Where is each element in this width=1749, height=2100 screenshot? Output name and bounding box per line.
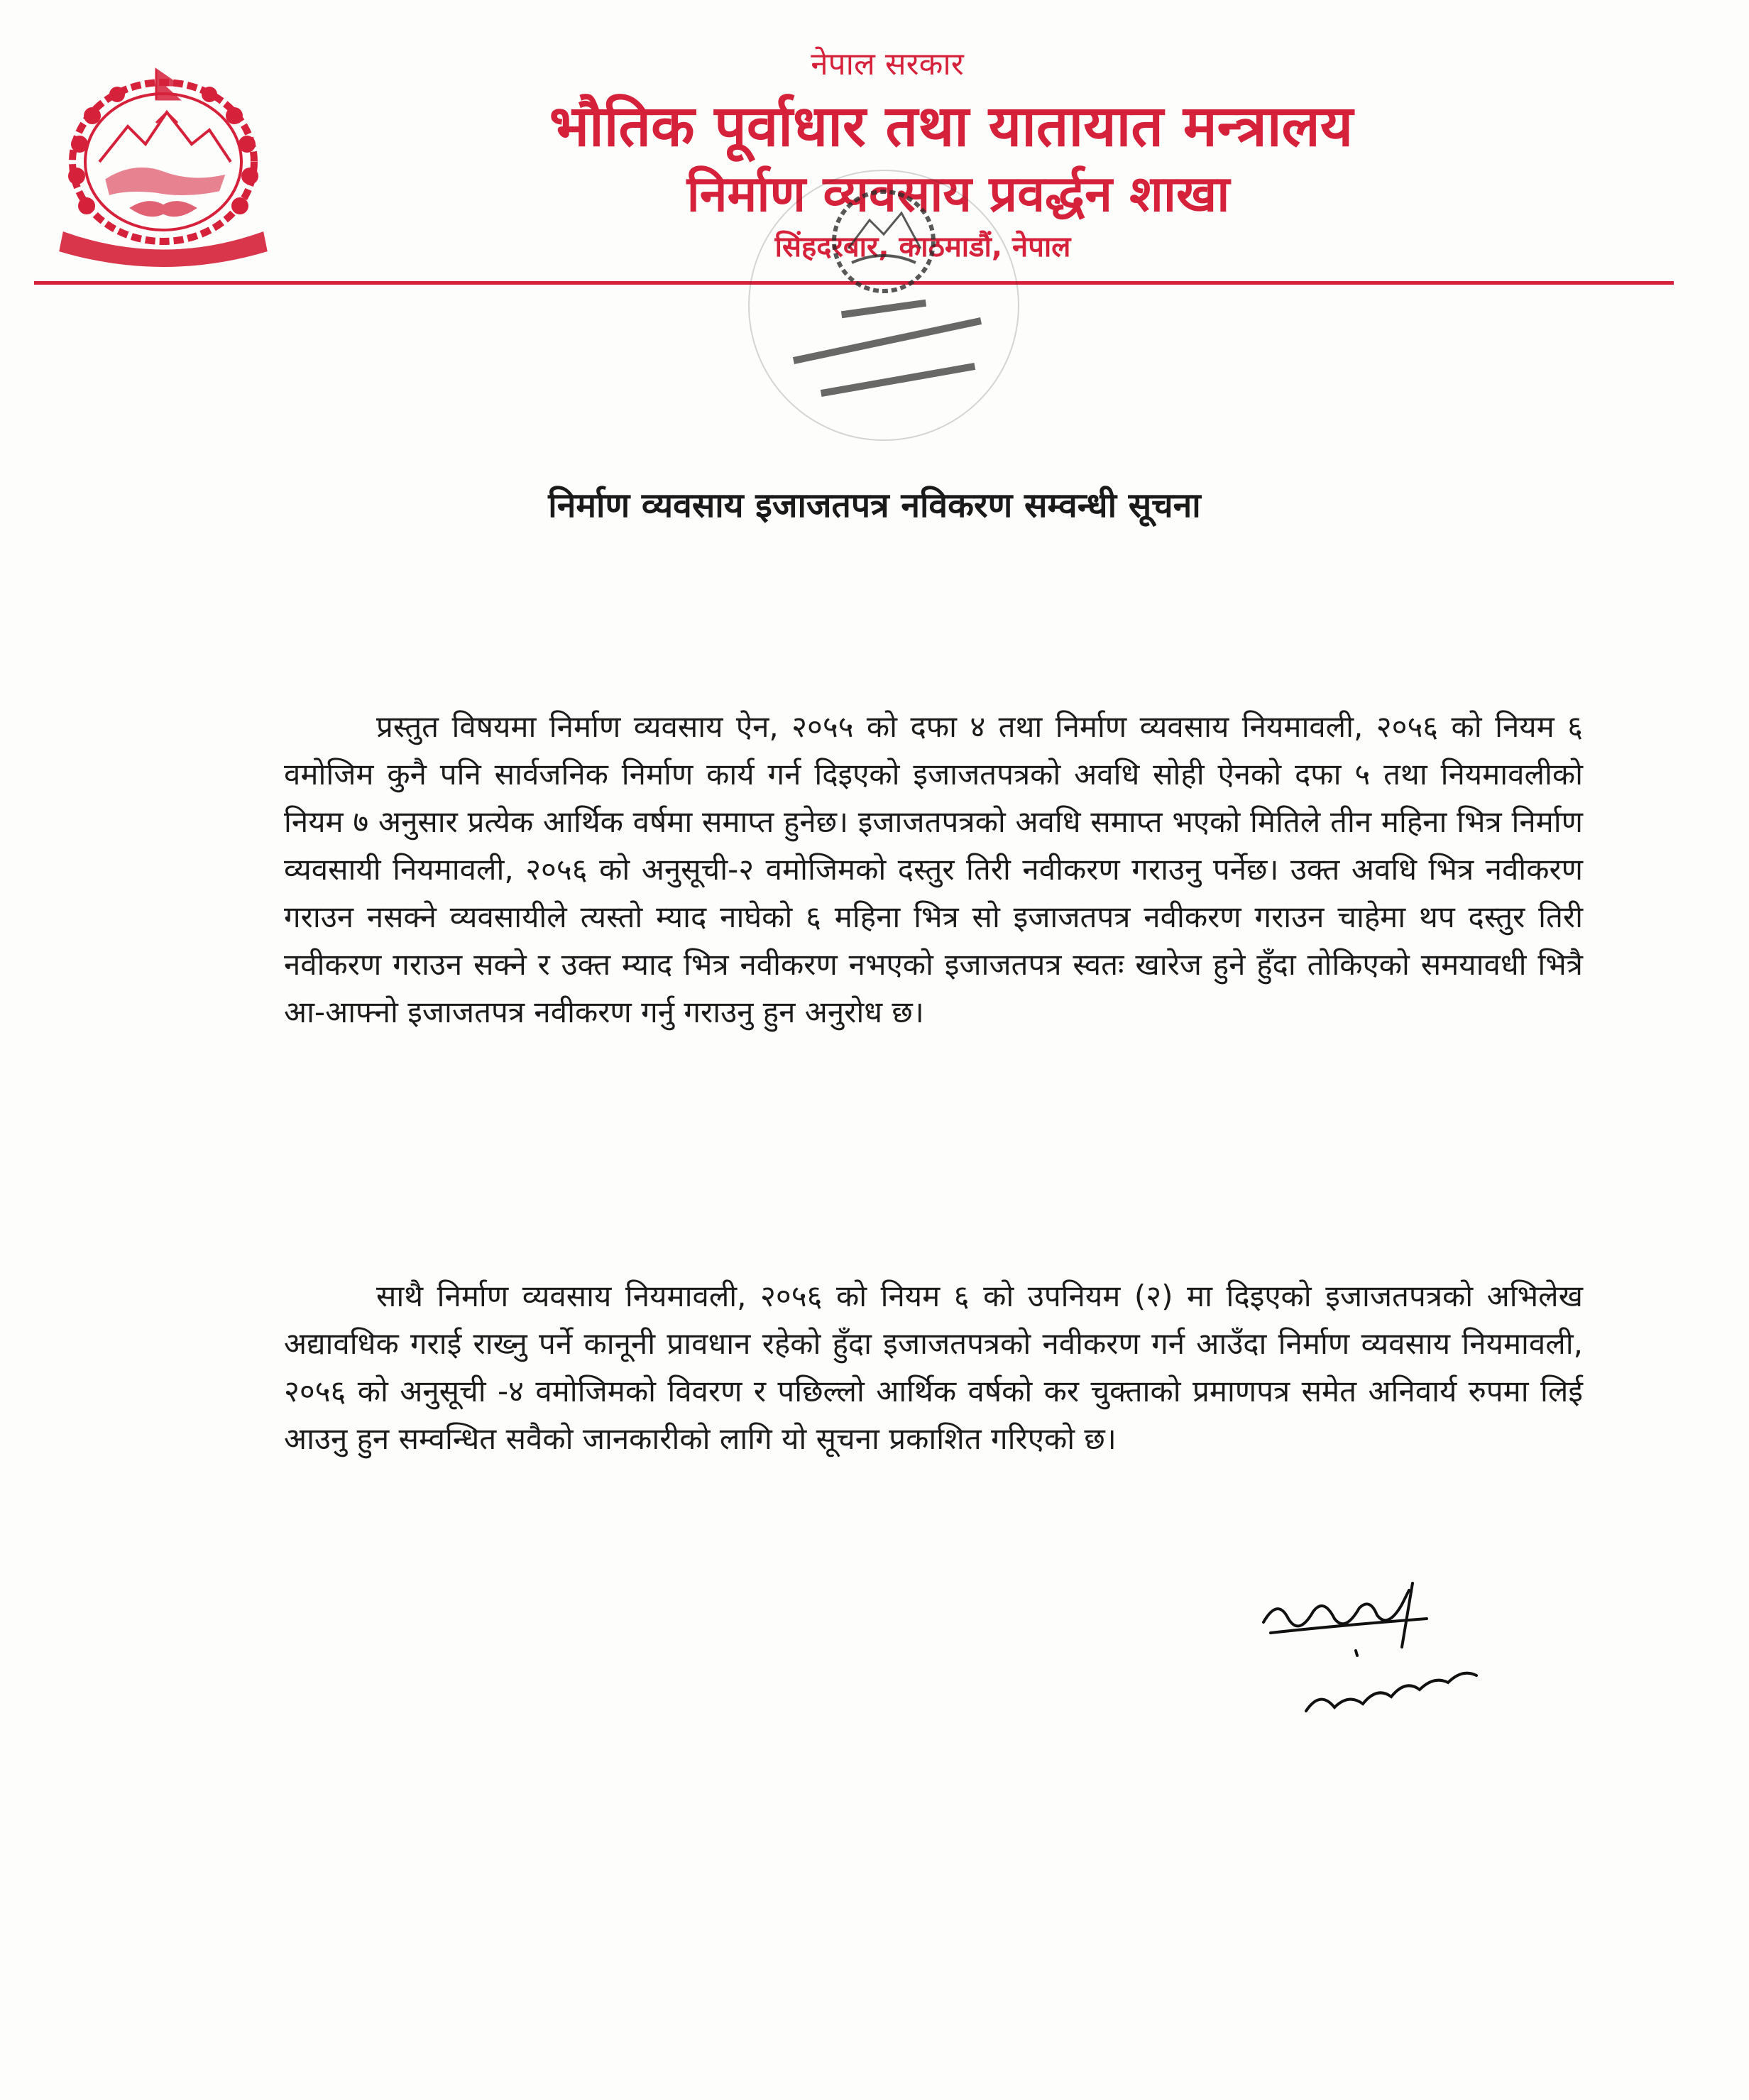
section-name: निर्माण व्यवसाय प्रवर्द्धन शाखा — [686, 165, 1230, 223]
ministry-name: भौतिक पूर्वाधार तथा यातायात मन्त्रालय — [549, 93, 1354, 159]
office-address: सिंहदरबार, काठमाडौं, नेपाल — [774, 231, 1071, 263]
notice-title: निर्माण व्यवसाय इजाजतपत्र नविकरण सम्वन्धी सूचना — [548, 486, 1201, 525]
notice-paragraph-1: प्रस्तुत विषयमा निर्माण व्यवसाय ऐन, २०५५ को दफा ४ तथा निर्माण व्यवसाय नियमावली, २०५६ को नियम ६ वमोजिम कुनै पनि सार्वजनिक निर्माण कार्य गर्न दिइएको इजाजतपत्रको अवधि सोही ऐनको दफा ५ तथा नियमावलीको नियम ७ अनुसार प्रत्येक आर्थिक वर्षमा समाप्त हुनेछ। इजाजतपत्रको अवधि समाप्त भएको मितिले तीन महिना भित्र निर्माण व्यवसायी नियमावली, २०५६ को अनुसूची-२ वमोजिमको दस्तुर तिरी नवीकरण गराउनु पर्नेछ। उक्त अवधि भित्र नवीकरण गराउन नसक्ने व्यवसायीले त्यस्तो म्याद नाघेको ६ महिना भित्र सो इजाजतपत्र नवीकरण गराउन चाहेमा थप दस्तुर तिरी नवीकरण गराउन सक्ने र उक्त म्याद भित्र नवीकरण नभएको इजाजतपत्र स्वतः खारेज हुने हुँदा तोकिएको समयावधी भित्रै आ-आफ्नो इजाजतपत्र नवीकरण गर्नु गराउनु हुन अनुरोध छ। — [284, 709, 1583, 1029]
notice-paragraph-2: साथै निर्माण व्यवसाय नियमावली, २०५६ को नियम ६ को उपनियम (२) मा दिइएको इजाजतपत्रको अभिलेख अद्यावधिक गराई राख्नु पर्ने कानूनी प्रावधान रहेको हुँदा इजाजतपत्रको नवीकरण गर्न आउँदा निर्माण व्यवसाय नियमावली, २०५६ को अनुसूची -४ वमोजिमको विवरण र पछिल्लो आर्थिक वर्षको कर चुक्ताको प्रमाणपत्र समेत अनिवार्य रुपमा लिई आउनु हुन सम्वन्धित सवैको जानकारीको लागि यो सूचना प्रकाशित गरिएको छ। — [284, 1279, 1583, 1456]
official-stamp-icon — [735, 163, 1033, 447]
nepal-emblem-icon — [50, 55, 277, 268]
handwritten-signature-icon — [1249, 1569, 1505, 1739]
government-name: नेपाल सरकार — [811, 46, 964, 82]
